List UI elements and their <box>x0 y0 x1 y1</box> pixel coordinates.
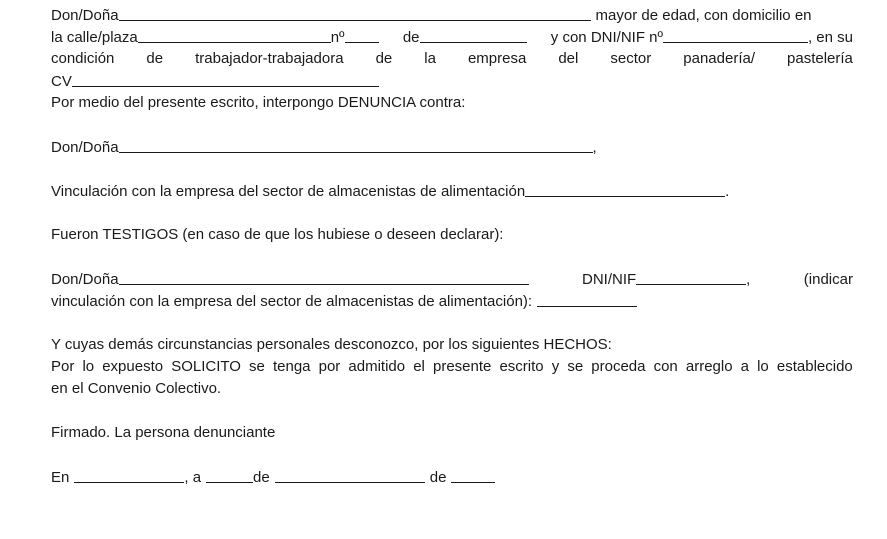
word: la <box>424 50 436 67</box>
word: establecido <box>776 358 853 375</box>
word: proceda <box>591 358 646 375</box>
label-mayor-edad: mayor de edad, con domicilio en <box>595 7 812 24</box>
firmado-line: Firmado. La persona denunciante <box>51 424 276 441</box>
intro-line-1 <box>51 4 853 26</box>
word: empresa <box>467 50 527 67</box>
label-indicar: (indicar <box>803 271 853 288</box>
testigo-line-1 <box>51 268 853 290</box>
word: por <box>318 358 341 375</box>
word: pastelería <box>787 50 853 67</box>
complaint-form <box>51 4 853 488</box>
word: a <box>740 358 749 375</box>
word: Por <box>51 358 75 375</box>
period: . <box>725 183 730 200</box>
denunciado-line <box>51 136 853 158</box>
label-don-dona: Don/Doña <box>51 271 119 288</box>
street-field[interactable] <box>138 27 331 43</box>
word: se <box>249 358 265 375</box>
label-vinculacion: vinculación con la empresa del sector de almacenistas de alimentación): <box>51 293 533 310</box>
word: trabajador-trabajadora <box>195 50 344 67</box>
word: se <box>567 358 584 375</box>
denunciado-name-field[interactable] <box>119 137 593 153</box>
city-field[interactable] <box>420 27 527 43</box>
intro-line-4 <box>51 70 853 92</box>
testigos-title: Fueron TESTIGOS (en caso de que los hubiese o deseen declarar): <box>51 226 504 243</box>
word: admitido <box>348 358 406 375</box>
intro-line-3 <box>51 48 853 70</box>
cv-field[interactable] <box>72 71 379 87</box>
dni-field[interactable] <box>663 27 808 43</box>
label-don-dona: Don/Doña <box>51 139 119 156</box>
word: y <box>551 358 560 375</box>
testigo-vinculacion-field[interactable] <box>537 291 637 307</box>
word: con <box>653 358 678 375</box>
label-calle: la calle/plaza <box>51 29 138 46</box>
word: panadería/ <box>683 50 755 67</box>
hechos-line-2 <box>51 356 853 378</box>
comma: , <box>746 271 751 288</box>
testigo-line-2 <box>51 290 853 312</box>
testigo-name-field[interactable] <box>119 269 529 285</box>
word: expuesto <box>102 358 164 375</box>
label-numero: nº <box>330 29 345 46</box>
word: arreglo <box>685 358 733 375</box>
number-field[interactable] <box>345 27 379 43</box>
hechos-line-1: Y cuyas demás circunstancias personales desconozco, por los siguientes HECHOS: <box>51 336 612 353</box>
name-field[interactable] <box>119 5 591 21</box>
label-dni: DNI/NIF <box>582 271 637 288</box>
label-cv: CV <box>51 73 72 90</box>
word: de <box>146 50 164 67</box>
word: tenga <box>272 358 311 375</box>
label-a: , a <box>184 469 202 486</box>
label-en-su: , en su <box>807 29 853 46</box>
word: escrito <box>499 358 544 375</box>
hechos-line-3: en el Convenio Colectivo. <box>51 380 222 397</box>
testigo-dni-field[interactable] <box>636 269 746 285</box>
denuncia-statement: Por medio del presente escrito, interpongo DENUNCIA contra: <box>51 94 466 111</box>
word: presente <box>432 358 492 375</box>
word: del <box>558 50 579 67</box>
word: lo <box>757 358 769 375</box>
label-de: de <box>429 469 447 486</box>
year-field[interactable] <box>451 467 495 483</box>
word: el <box>413 358 425 375</box>
month-field[interactable] <box>275 467 425 483</box>
label-de: de <box>402 29 420 46</box>
place-field[interactable] <box>74 467 184 483</box>
date-place-line <box>51 466 853 488</box>
vinculacion-line <box>51 180 853 202</box>
comma: , <box>592 139 597 156</box>
intro-line-2 <box>51 26 853 48</box>
label-de: de <box>253 469 270 486</box>
vinculacion-field[interactable] <box>525 181 725 197</box>
label-don-dona: Don/Doña <box>51 7 119 24</box>
label-dni: y con DNI/NIF nº <box>550 29 663 46</box>
label-vinculacion: Vinculación con la empresa del sector de almacenistas de alimentación <box>51 183 526 200</box>
day-field[interactable] <box>206 467 253 483</box>
label-en: En <box>51 469 70 486</box>
word: sector <box>610 50 652 67</box>
word: SOLICITO <box>171 358 241 375</box>
word: de <box>375 50 393 67</box>
word: lo <box>82 358 95 375</box>
word: condición <box>51 50 115 67</box>
